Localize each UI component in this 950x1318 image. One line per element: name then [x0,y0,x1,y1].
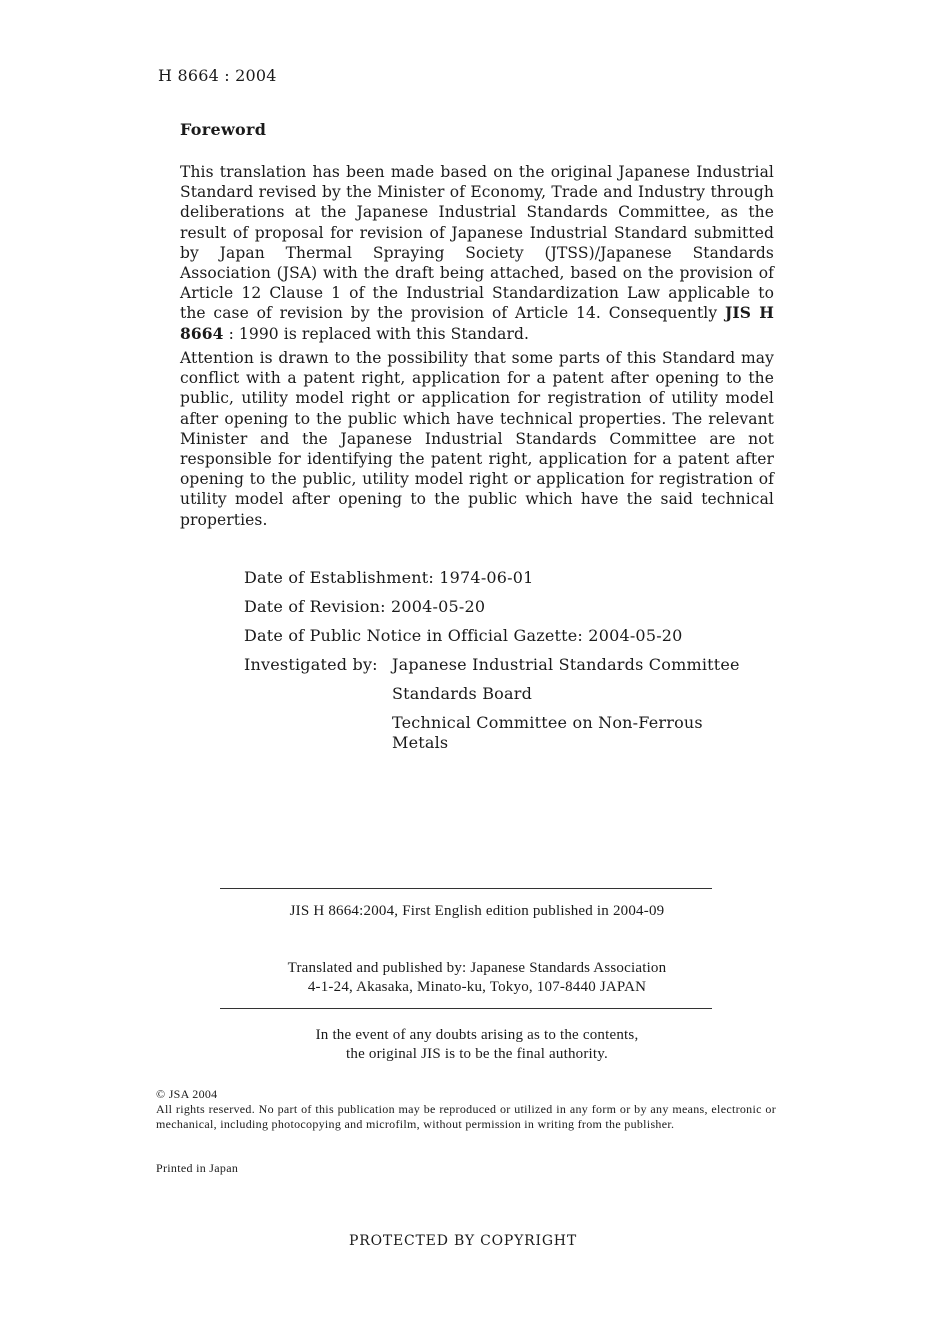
date-of-establishment: Date of Establishment: 1974-06-01 [244,568,534,587]
copyright-footer: PROTECTED BY COPYRIGHT [349,1233,577,1249]
date-of-revision: Date of Revision: 2004-05-20 [244,597,486,616]
date-of-public-notice: Date of Public Notice in Official Gazette: 2004-05-20 [244,626,683,645]
address-line: 4-1-24, Akasaka, Minato-ku, Tokyo, 107-8440 JAPAN [307,979,647,995]
foreword-paragraph-1 [180,162,774,344]
investigated-by-board: Standards Board [392,684,533,703]
paragraph-1-text: This translation has been made based on the original Japanese Industrial Standard revised by the Minister of Economy, Trade and Industry through deliberations at the Japanese Industrial Standards Committee, as the result of proposal for revision of Japanese Industrial Standard submitted by Japan Thermal Spraying Society (JTSS)/Japanese Standards Association (JSA) with the draft being attached, based on the provision of Article 12 Clause 1 of the Industrial Standardization Law applicable to the case of revision by the provision of Article 14. Consequently [180,163,774,323]
foreword-heading: Foreword [180,120,267,139]
investigated-by-label: Investigated by: [244,655,378,674]
copyright-holder: © JSA 2004 [156,1087,218,1101]
top-divider [220,888,712,889]
printed-in: Printed in Japan [156,1161,239,1175]
edition-line: JIS H 8664:2004, First English edition published in 2004-09 [289,903,665,919]
jis-reference: JIS H 8664 [180,303,774,343]
document-code: H 8664 : 2004 [158,66,277,85]
investigated-by-committee: Japanese Industrial Standards Committee [392,655,740,674]
paragraph-1-tail: : 1990 is replaced with this Standard. [223,324,530,343]
authority-line-2: the original JIS is to be the final authority. [346,1046,608,1062]
investigated-by-technical-committee: Technical Committee on Non-Ferrous Metals [392,713,703,752]
translated-by-line: Translated and published by: Japanese Standards Association [287,960,667,976]
bottom-divider [220,1008,712,1009]
rights-statement: All rights reserved. No part of this publication may be reproduced or utilized in any form or by any means, electronic or mechanical, including photocopying and microfilm, without permission in writing from the publisher. [156,1102,776,1131]
authority-line-1: In the event of any doubts arising as to the contents, [315,1027,639,1043]
foreword-paragraph-2: Attention is drawn to the possibility that some parts of this Standard may conflict with a patent right, application for a patent after opening to the public, utility model right or application for registration of utility model after opening to the public which have technical properties. The relevant Minister and the Japanese Industrial Standards Committee are not responsible for identifying the patent right, application for a patent after opening to the public, utility model right or application for registration of utility model after opening to the public which have the said technical properties. [180,349,774,529]
